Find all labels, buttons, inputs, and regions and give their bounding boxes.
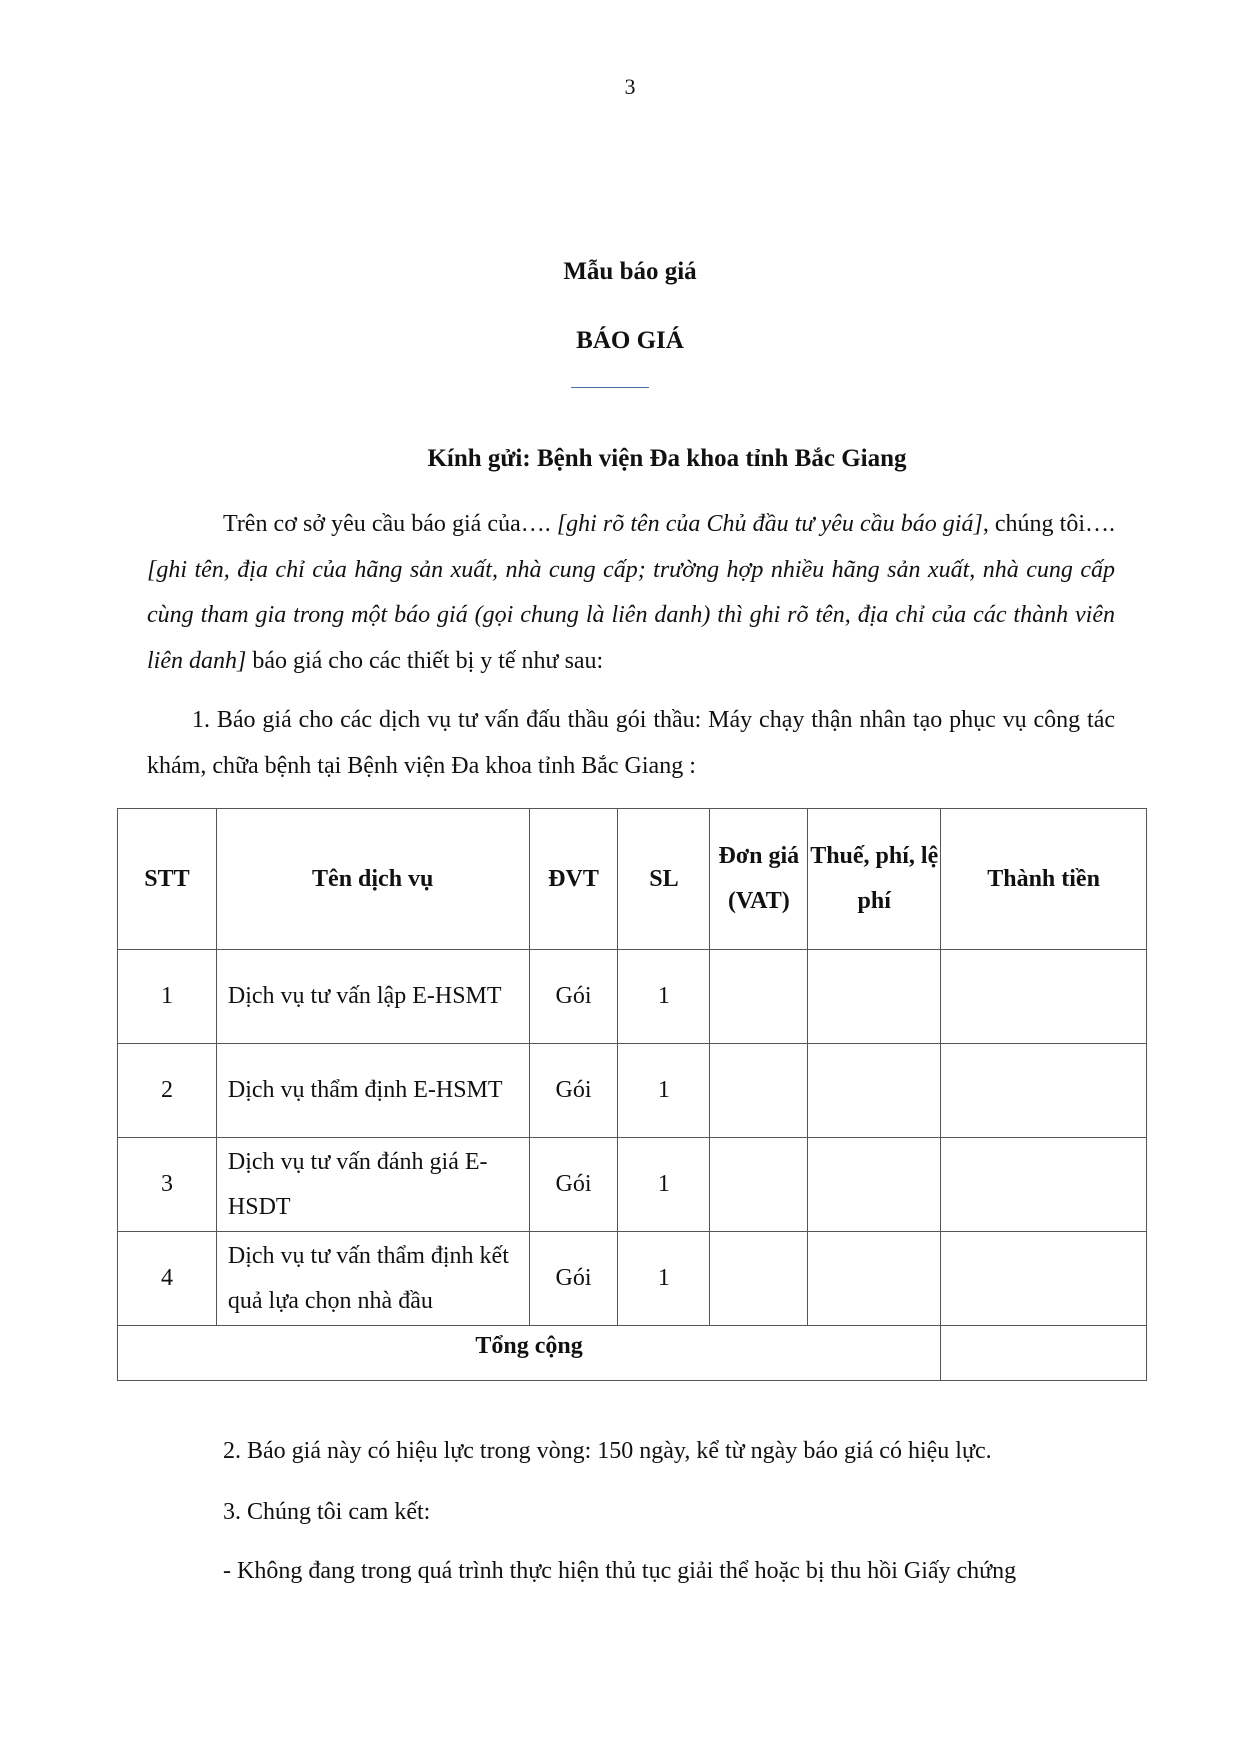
- table-row: [118, 1138, 1147, 1232]
- header-service-name: Tên dịch vụ: [216, 809, 529, 950]
- cell-service-name: Dịch vụ tư vấn lập E-HSMT: [216, 950, 529, 1044]
- cell-service-name: Dịch vụ tư vấn đánh giá E-HSDT: [216, 1138, 529, 1232]
- cell-quantity: 1: [618, 1044, 710, 1138]
- title-divider: [571, 387, 649, 388]
- total-label: Tổng cộng: [118, 1326, 941, 1381]
- table-row: [118, 1044, 1147, 1138]
- intro-text-3: báo giá cho các thiết bị y tế như sau:: [246, 647, 604, 674]
- header-unit: ĐVT: [529, 809, 618, 950]
- cell-tax-fee: [808, 1138, 941, 1232]
- item-2-paragraph: 2. Báo giá này có hiệu lực trong vòng: 150 ngày, kể từ ngày báo giá có hiệu lực.: [223, 1438, 992, 1464]
- page-number: 3: [624, 74, 636, 99]
- intro-placeholder-investor: [ghi rõ tên của Chủ đầu tư yêu cầu báo giá]: [556, 511, 983, 537]
- header-stt: STT: [118, 809, 217, 950]
- item-1-paragraph: [147, 698, 1115, 789]
- header-unit-price: Đơn giá (VAT): [710, 809, 808, 950]
- cell-stt: 3: [118, 1138, 217, 1232]
- cell-unit: Gói: [529, 950, 618, 1044]
- cell-quantity: 1: [618, 1232, 710, 1326]
- recipient-line: Kính gửi: Bệnh viện Đa khoa tỉnh Bắc Giang: [427, 445, 907, 472]
- cell-amount: [941, 1044, 1147, 1138]
- cell-tax-fee: [808, 1044, 941, 1138]
- document-title: BÁO GIÁ: [576, 327, 684, 354]
- intro-paragraph: [147, 502, 1115, 684]
- intro-placeholder-supplier: [ghi tên, địa chỉ của hãng sản xuất, nhà cung cấp; trường hợp nhiều hãng sản xuất, nhà cung cấp cùng tham gia trong một báo giá (gọi chung là liên danh) thì ghi rõ tên, địa chỉ của các thành viên liên danh]: [147, 556, 1115, 674]
- intro-text-2: , chúng tôi….: [982, 511, 1115, 537]
- table-row: [118, 950, 1147, 1044]
- header-quantity: SL: [618, 809, 710, 950]
- cell-amount: [941, 950, 1147, 1044]
- quote-table: [117, 808, 1147, 1381]
- cell-quantity: 1: [618, 1138, 710, 1232]
- item-3-bullet: - Không đang trong quá trình thực hiện thủ tục giải thể hoặc bị thu hồi Giấy chứng: [223, 1558, 1017, 1584]
- cell-service-name: Dịch vụ tư vấn thẩm định kết quả lựa chọn nhà đầu: [216, 1232, 529, 1326]
- cell-unit-price: [710, 950, 808, 1044]
- cell-amount: [941, 1138, 1147, 1232]
- cell-stt: 1: [118, 950, 217, 1044]
- cell-unit-price: [710, 1044, 808, 1138]
- cell-quantity: 1: [618, 950, 710, 1044]
- table-total-row: [118, 1326, 1147, 1381]
- cell-stt: 4: [118, 1232, 217, 1326]
- item-3-paragraph: 3. Chúng tôi cam kết:: [223, 1499, 431, 1525]
- cell-service-name: Dịch vụ thẩm định E-HSMT: [216, 1044, 529, 1138]
- total-value: [941, 1326, 1147, 1381]
- cell-tax-fee: [808, 1232, 941, 1326]
- cell-amount: [941, 1232, 1147, 1326]
- item-1-text: 1. Báo giá cho các dịch vụ tư vấn đấu thầu gói thầu: Máy chạy thận nhân tạo phục vụ công tác khám, chữa bệnh tại Bệnh viện Đa khoa tỉnh Bắc Giang :: [147, 707, 1115, 779]
- cell-unit: Gói: [529, 1232, 618, 1326]
- cell-unit-price: [710, 1232, 808, 1326]
- cell-unit-price: [710, 1138, 808, 1232]
- cell-unit: Gói: [529, 1044, 618, 1138]
- header-tax-fee: Thuế, phí, lệ phí: [808, 809, 941, 950]
- cell-tax-fee: [808, 950, 941, 1044]
- form-title: Mẫu báo giá: [563, 258, 697, 285]
- table-header-row: [118, 809, 1147, 950]
- cell-stt: 2: [118, 1044, 217, 1138]
- intro-text-1: Trên cơ sở yêu cầu báo giá của….: [223, 511, 557, 537]
- header-amount: Thành tiền: [941, 809, 1147, 950]
- table-row: [118, 1232, 1147, 1326]
- cell-unit: Gói: [529, 1138, 618, 1232]
